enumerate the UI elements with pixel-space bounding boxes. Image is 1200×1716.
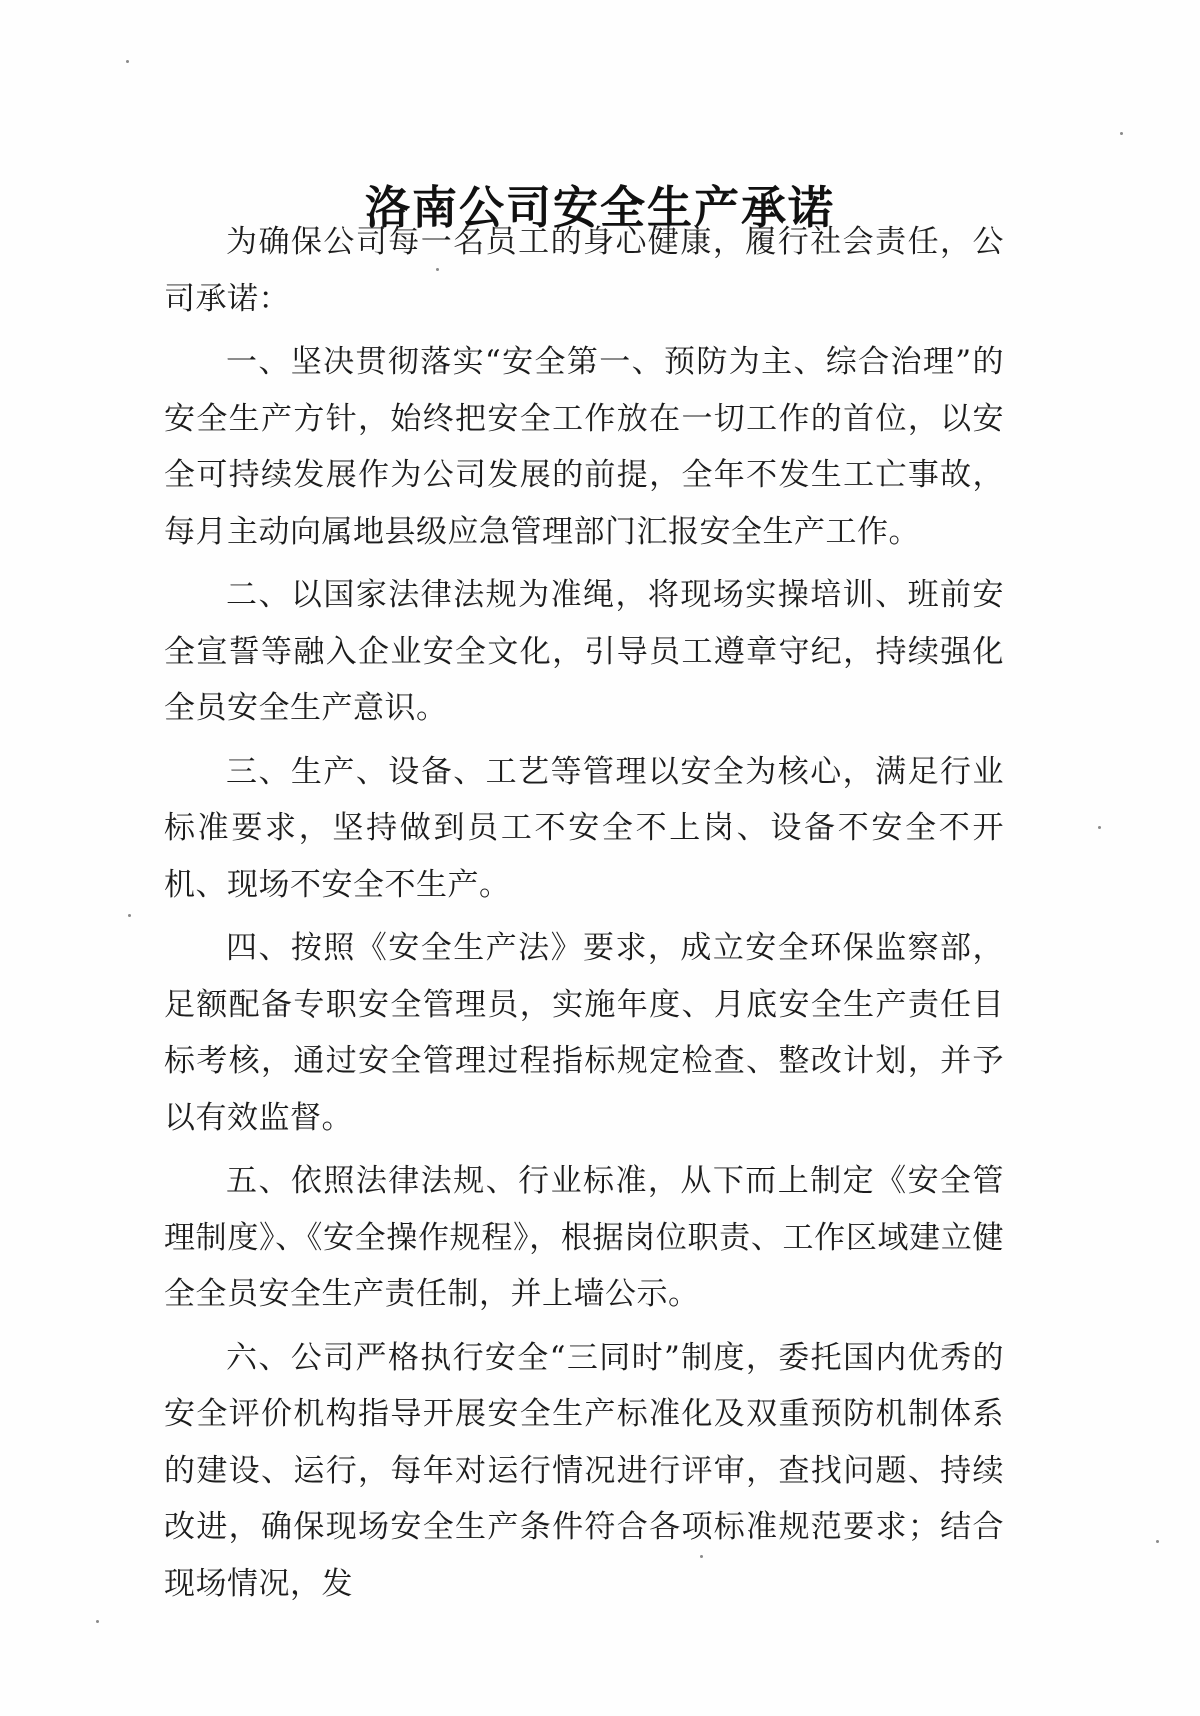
- scan-speck: [96, 1620, 99, 1623]
- paragraph-item-3: 三、生产、设备、工艺等管理以安全为核心，满足行业标准要求，坚持做到员工不安全不上岗、设备不安全不开机、现场不安全不生产。: [164, 753, 1004, 903]
- paragraph-item-4: 四、按照《安全生产法》要求，成立安全环保监察部，足额配备专职安全管理员，实施年度、月底安全生产责任目标考核，通过安全管理过程指标规定检查、整改计划，并予以有效监督。: [164, 930, 1004, 1136]
- scan-speck: [126, 60, 129, 63]
- scan-speck: [1120, 132, 1123, 135]
- document-body: [164, 214, 1004, 1612]
- paragraph-item-5: 五、依照法律法规、行业标准，从下而上制定《安全管理制度》、《安全操作规程》，根据岗位职责、工作区域建立健全全员安全生产责任制，并上墙公示。: [164, 1163, 1004, 1312]
- paragraph-item-2: 二、以国家法律法规为准绳，将现场实操培训、班前安全宣誓等融入企业安全文化，引导员工遵章守纪，持续强化全员安全生产意识。: [164, 577, 1004, 726]
- document-title: 洛南公司安全生产承诺: [364, 181, 835, 235]
- paragraph-item-1: 一、坚决贯彻落实“安全第一、预防为主、综合治理”的安全生产方针，始终把安全工作放在一切工作的首位，以安全可持续发展作为公司发展的前提，全年不发生工亡事故，每月主动向属地县级应急管理部门汇报安全生产工作。: [164, 344, 1004, 550]
- scan-speck: [128, 914, 131, 917]
- paragraph-intro: 为确保公司每一名员工的身心健康，履行社会责任，公司承诺：: [164, 224, 1004, 317]
- paragraph-item-6: 六、公司严格执行安全“三同时”制度，委托国内优秀的安全评价机构指导开展安全生产标准化及双重预防机制体系的建设、运行，每年对运行情况进行评审，查找问题、持续改进，确保现场安全生产条件符合各项标准规范要求；结合现场情况，发: [164, 1339, 1004, 1602]
- scan-speck: [1156, 1540, 1159, 1543]
- scan-speck: [700, 1555, 703, 1558]
- scan-speck: [1098, 826, 1101, 829]
- scan-speck: [436, 268, 439, 271]
